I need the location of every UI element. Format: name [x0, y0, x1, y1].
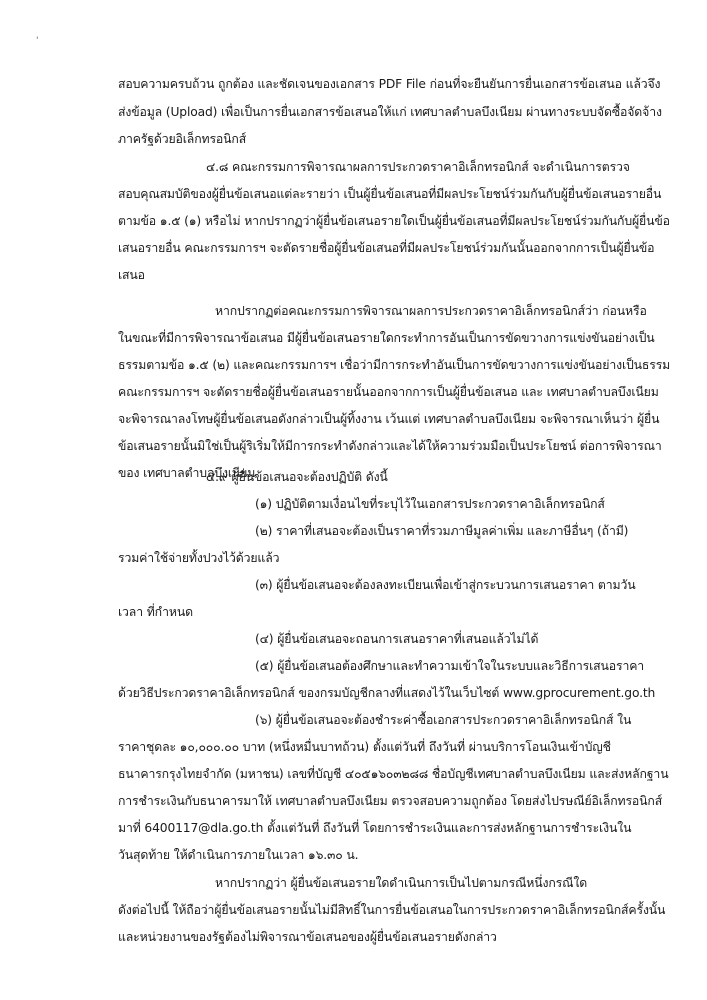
text-line: ราคาชุดละ ๑๐,๐๐๐.๐๐ บาท (หนึ่งหมื่นบาทถ้วน) ตั้งแต่วันที่ ถึงวันที่ ผ่านบริการโอนเงินเข้าบัญชี: [118, 740, 611, 754]
text-line: ในขณะที่มีการพิจารณาข้อเสนอ มีผู้ยื่นข้อเสนอรายใดกระทำการอันเป็นการขัดขวางการแข่งขันอย่างเป็น: [118, 331, 655, 345]
section-heading: ๔.๘ คณะกรรมการพิจารณาผลการประกวดราคาอิเล็กทรอนิกส์ จะดำเนินการตรวจ: [206, 160, 630, 174]
text-line: ตามข้อ ๑.๕ (๑) หรือไม่ หากปรากฏว่าผู้ยื่นข้อเสนอรายใดเป็นผู้ยื่นข้อเสนอที่มีผลประโยชน์ร่วมกันกับผู้ยื่นข้อ: [118, 214, 670, 228]
text-line: เสนอรายอื่น คณะกรรมการฯ จะตัดรายชื่อผู้ยื่นข้อเสนอที่มีผลประโยชน์ร่วมกันนั้นออกจากการเป็นผู้ยื่นข้อ: [118, 241, 655, 255]
text-line: เสนอ: [118, 268, 145, 282]
text-line: เวลา ที่กำหนด: [118, 605, 193, 619]
text-line: ธนาคารกรุงไทยจำกัด (มหาชน) เลขที่บัญชี ๔๐๕๑๖๐๓๒๘๘ ชื่อบัญชีเทศบาลตำบลบึงเนียม และส่งหลักฐาน: [118, 767, 669, 781]
list-item: (๑) ปฏิบัติตามเงื่อนไขที่ระบุไว้ในเอกสารประกวดราคาอิเล็กทรอนิกส์: [255, 497, 605, 511]
text-line: การชำระเงินกับธนาคารมาให้ เทศบาลตำบลบึงเนียม ตรวจสอบความถูกต้อง โดยส่งไปรษณีย์อิเล็กทรอนิกส์: [118, 794, 663, 808]
paragraph-start: หากปรากฏต่อคณะกรรมการพิจารณาผลการประกวดราคาอิเล็กทรอนิกส์ว่า ก่อนหรือ: [215, 304, 647, 318]
list-item: (๓) ผู้ยื่นข้อเสนอจะต้องลงทะเบียนเพื่อเข้าสู่กระบวนการเสนอราคา ตามวัน: [255, 578, 636, 592]
text-line: ด้วยวิธีประกวดราคาอิเล็กทรอนิกส์ ของกรมบัญชีกลางที่แสดงไว้ในเว็บไซต์ www.gprocurement.go.th: [118, 686, 656, 700]
section-heading: ๔.๙ ผู้ยื่นข้อเสนอจะต้องปฏิบัติ ดังนี้: [206, 470, 388, 484]
text-line: ดังต่อไปนี้ ให้ถือว่าผู้ยื่นข้อเสนอรายนั้นไม่มีสิทธิ์ในการยื่นข้อเสนอในการประกวดราคาอิเล็กทรอนิกส์ครั้งนั้น: [118, 903, 666, 917]
text-line: สอบคุณสมบัติของผู้ยื่นข้อเสนอแต่ละรายว่า เป็นผู้ยื่นข้อเสนอที่มีผลประโยชน์ร่วมกันกับผู้ยื่นข้อเสนอรายอื่น: [118, 187, 662, 201]
text-line: ส่งข้อมูล (Upload) เพื่อเป็นการยื่นเอกสารข้อเสนอให้แก่ เทศบาลตำบลบึงเนียม ผ่านทางระบบจัดซื้อจัดจ้าง: [118, 105, 662, 119]
text-line: ภาครัฐด้วยอิเล็กทรอนิกส์: [118, 132, 247, 146]
text-line: ของ เทศบาลตำบลบึงเนียม: [118, 466, 256, 480]
text-line: ข้อเสนอรายนั้นมิใช่เป็นผู้ริเริ่มให้มีการกระทำดังกล่าวและได้ให้ความร่วมมือเป็นประโยชน์ ต่อการพิจารณา: [118, 439, 662, 453]
list-item: (๔) ผู้ยื่นข้อเสนอจะถอนการเสนอราคาที่เสนอแล้วไม่ได้: [255, 632, 539, 646]
text-line: ธรรมตามข้อ ๑.๕ (๒) และคณะกรรมการฯ เชื่อว่ามีการกระทำอันเป็นการขัดขวางการแข่งขันอย่างเป็นธรรม: [118, 358, 671, 372]
list-item: (๖) ผู้ยื่นข้อเสนอจะต้องชำระค่าซื้อเอกสารประกวดราคาอิเล็กทรอนิกส์ ใน: [255, 713, 632, 727]
text-line: คณะกรรมการฯ จะตัดรายชื่อผู้ยื่นข้อเสนอรายนั้นออกจากการเป็นผู้ยื่นข้อเสนอ และ เทศบาลตำบลบึงเนียม: [118, 385, 659, 399]
text-line: วันสุดท้าย ให้ดำเนินการภายในเวลา ๑๖.๓๐ น.: [118, 848, 359, 862]
scan-mark: ': [36, 36, 39, 46]
text-line: มาที่ 6400117@dla.go.th ตั้งแต่วันที่ ถึงวันที่ โดยการชำระเงินและการส่งหลักฐานการชำระเงินใน: [118, 821, 632, 835]
text-line: จะพิจารณาลงโทษผู้ยื่นข้อเสนอดังกล่าวเป็นผู้ทิ้งงาน เว้นแต่ เทศบาลตำบลบึงเนียม จะพิจารณาเห็นว่า ผู้ยื่น: [118, 412, 660, 426]
list-item: (๒) ราคาที่เสนอจะต้องเป็นราคาที่รวมภาษีมูลค่าเพิ่ม และภาษีอื่นๆ (ถ้ามี): [255, 524, 629, 538]
text-line: สอบความครบถ้วน ถูกต้อง และชัดเจนของเอกสาร PDF File ก่อนที่จะยืนยันการยื่นเอกสารข้อเสนอ แล้วจึง: [118, 77, 661, 91]
text-line: และหน่วยงานของรัฐต้องไม่พิจารณาข้อเสนอของผู้ยื่นข้อเสนอรายดังกล่าว: [118, 930, 497, 944]
text-line: รวมค่าใช้จ่ายทั้งปวงไว้ด้วยแล้ว: [118, 551, 280, 565]
list-item: (๕) ผู้ยื่นข้อเสนอต้องศึกษาและทำความเข้าใจในระบบและวิธีการเสนอราคา: [255, 659, 645, 673]
paragraph-start: หากปรากฏว่า ผู้ยื่นข้อเสนอรายใดดำเนินการเป็นไปตามกรณีหนึ่งกรณีใด: [215, 876, 588, 890]
